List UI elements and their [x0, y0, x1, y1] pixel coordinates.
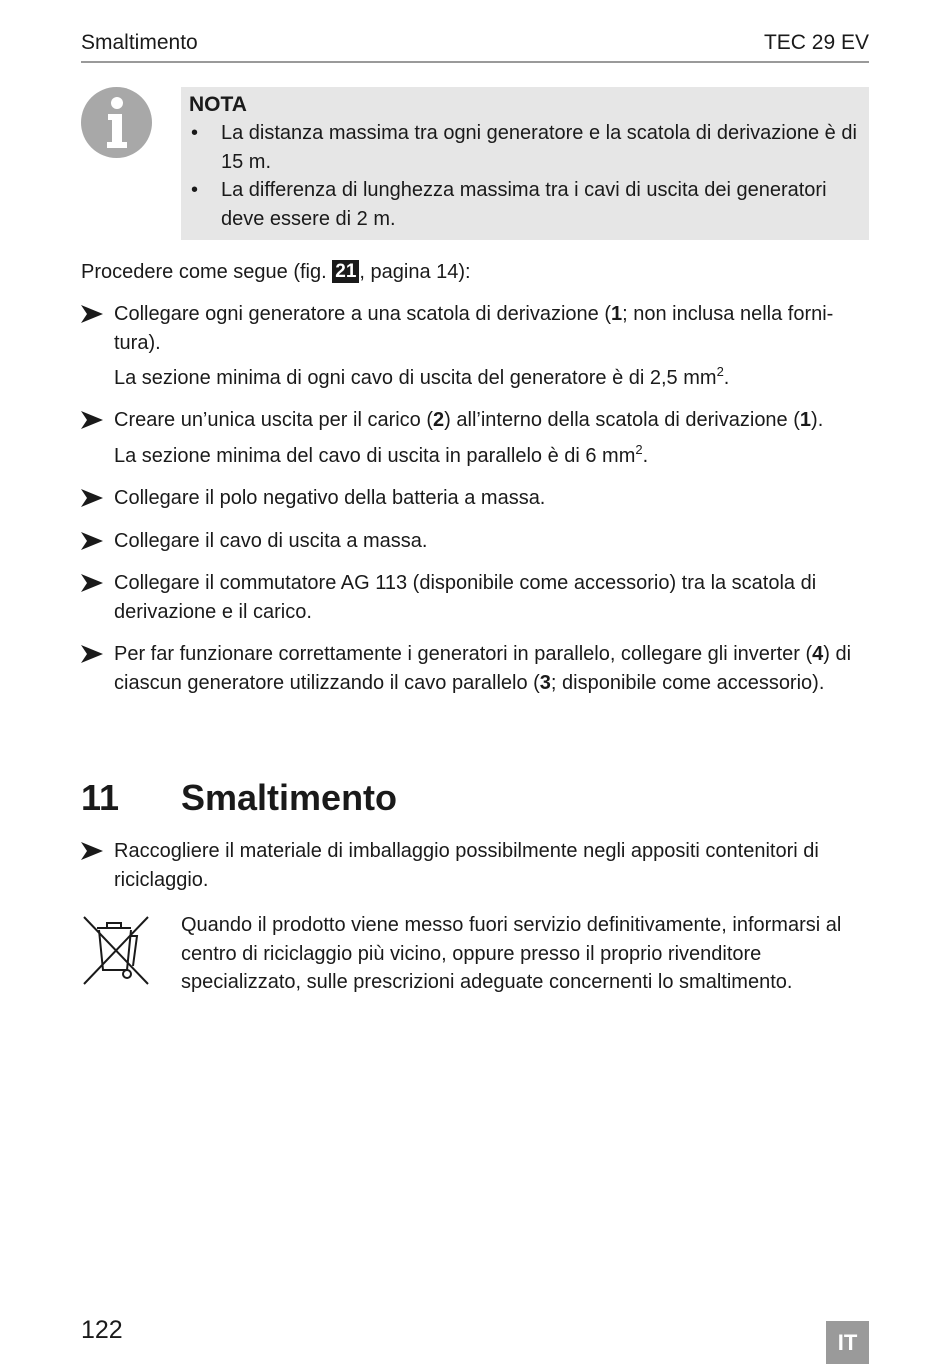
note-end: .: [723, 367, 730, 389]
step-4: [81, 527, 871, 556]
chapter-title: Smaltimento: [181, 777, 398, 818]
disposal-step: [81, 837, 871, 894]
intro-text: Procedere come segue (fig.: [81, 261, 333, 283]
arrow-right-icon: [81, 842, 103, 860]
procedure-intro: [81, 258, 471, 287]
ref-number: 4: [812, 643, 824, 665]
note-end: .: [642, 445, 649, 467]
chapter-number: 11: [81, 777, 120, 818]
step-5: [81, 569, 871, 626]
step-text: Per far funzionare correttamente i generatori in parallelo, collegare gli inverter (: [114, 643, 813, 665]
figure-reference: 21: [332, 260, 359, 283]
ref-number: 3: [539, 671, 551, 694]
step-6: [81, 640, 871, 697]
info-icon: [81, 87, 152, 158]
note-text: La sezione minima del cavo di uscita in parallelo è di 6 mm: [114, 445, 636, 467]
ref-number: 1: [799, 409, 812, 431]
step-text: ; disponibile come accessorio).: [550, 671, 825, 694]
arrow-right-icon: [81, 574, 103, 592]
running-header-section: Smaltimento: [81, 31, 198, 54]
step-text: Collegare il polo negativo della batteria a massa.: [114, 487, 546, 509]
superscript: 2: [716, 364, 724, 379]
note-title: NOTA: [189, 93, 247, 116]
step-text: ; non inclusa nella forni-tura).: [114, 303, 834, 354]
step-2: [81, 406, 871, 435]
step-1: [81, 300, 871, 357]
intro-text-end: , pagina 14):: [359, 261, 471, 283]
ref-number: 2: [433, 409, 445, 431]
step-text: ) di ciascun generatore utilizzando il cavo parallelo (: [114, 643, 852, 694]
arrow-right-icon: [81, 532, 103, 550]
crossed-out-wheelie-bin-icon: [81, 914, 151, 986]
arrow-right-icon: [81, 645, 103, 663]
step-1-note: [114, 364, 729, 393]
step-text: ) all’interno della scatola di derivazione (: [444, 409, 800, 431]
arrow-right-icon: [81, 305, 103, 323]
note-box: [181, 87, 869, 240]
header-divider: [81, 61, 869, 63]
step-text: Collegare ogni generatore a una scatola di derivazione (: [114, 303, 611, 325]
arrow-right-icon: [81, 489, 103, 507]
step-text: ).: [811, 409, 824, 431]
superscript: 2: [635, 442, 643, 457]
language-badge: IT: [826, 1321, 869, 1364]
step-text: Collegare il cavo di uscita a massa.: [114, 530, 428, 552]
disposal-text: Quando il prodotto viene messo fuori servizio definitivamente, informarsi al centro di riciclaggio più vicino, oppure presso il proprio rivenditore specializzato, sulle prescrizioni adeguate concernenti lo smaltimento.: [181, 914, 842, 993]
note-text: La sezione minima di ogni cavo di uscita del generatore è di 2,5 mm: [114, 367, 717, 389]
step-text: Raccogliere il materiale di imballaggio possibilmente negli appositi contenitori di riciclaggio.: [114, 840, 819, 891]
step-text: Creare un’unica uscita per il carico (: [114, 409, 434, 431]
ref-number: 1: [610, 303, 623, 325]
running-header-model: TEC 29 EV: [763, 31, 869, 54]
step-2-note: [114, 442, 648, 471]
note-list: [189, 119, 859, 233]
step-3: [81, 484, 871, 513]
step-text: Collegare il commutatore AG 113 (disponibile come accessorio) tra la scatola di derivazione e il carico.: [114, 572, 817, 623]
note-item: • La differenza di lunghezza massima tra i cavi di uscita dei generatori deve essere di 2 m.: [189, 176, 859, 233]
arrow-right-icon: [81, 411, 103, 429]
note-item: • La distanza massima tra ogni generatore e la scatola di derivazione è di 15 m.: [189, 119, 859, 176]
page-number: 122: [81, 1316, 123, 1344]
